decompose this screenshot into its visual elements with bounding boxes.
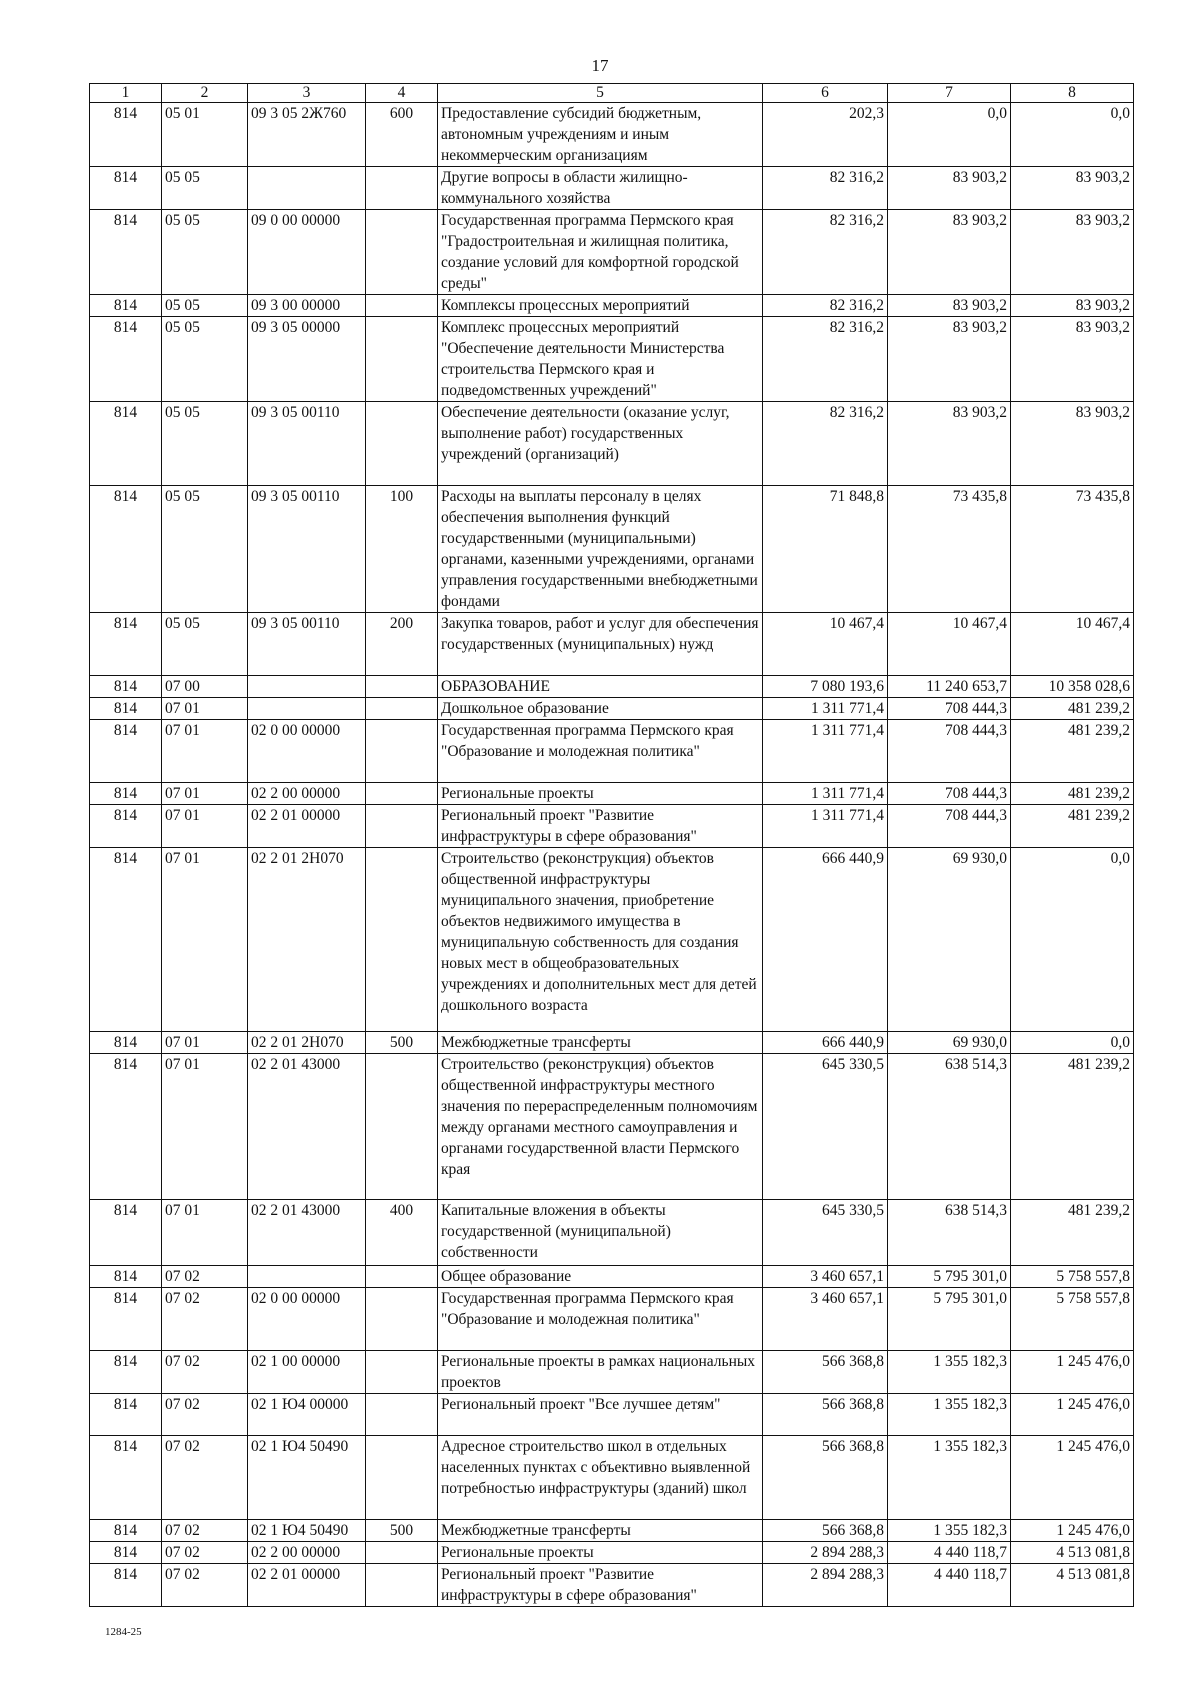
- section-code-cell: 07 01: [162, 1054, 248, 1200]
- target-article-cell: 02 2 01 00000: [248, 1564, 366, 1607]
- table-row: [90, 1200, 1134, 1266]
- description-cell: Строительство (реконструкция) объектов общественной инфраструктуры муниципального значения, приобретение объектов недвижимого имущества в муниципальную собственность для создания новых мест в общеобразовательных учреждениях и дополнительных мест для детей дошкольного возраста: [438, 848, 763, 1032]
- target-article-cell: 09 3 05 00110: [248, 613, 366, 676]
- description-cell: Другие вопросы в области жилищно-коммунального хозяйства: [438, 167, 763, 210]
- amount-col8-cell: 83 903,2: [1011, 317, 1134, 402]
- column-header: 7: [888, 84, 1011, 103]
- target-article-cell: 09 3 05 00000: [248, 317, 366, 402]
- amount-col7-cell: 83 903,2: [888, 402, 1011, 486]
- table-row: [90, 1032, 1134, 1054]
- amount-col7-cell: 0,0: [888, 103, 1011, 167]
- amount-col7-cell: 10 467,4: [888, 613, 1011, 676]
- column-header: 5: [438, 84, 763, 103]
- table-row: [90, 1054, 1134, 1200]
- description-cell: Адресное строительство школ в отдельных населенных пунктах с объективно выявленной потребностью инфраструктуры (зданий) школ: [438, 1436, 763, 1520]
- expense-type-cell: [366, 698, 438, 720]
- table-row: [90, 1266, 1134, 1288]
- target-article-cell: 09 3 00 00000: [248, 295, 366, 317]
- ministry-code-cell: 814: [90, 783, 162, 805]
- description-cell: Государственная программа Пермского края "Образование и молодежная политика": [438, 1288, 763, 1351]
- amount-col6-cell: 566 368,8: [763, 1394, 888, 1436]
- section-code-cell: 07 02: [162, 1542, 248, 1564]
- table-row: [90, 676, 1134, 698]
- description-cell: Общее образование: [438, 1266, 763, 1288]
- description-cell: Капитальные вложения в объекты государственной (муниципальной) собственности: [438, 1200, 763, 1266]
- amount-col8-cell: 481 239,2: [1011, 805, 1134, 848]
- amount-col8-cell: 0,0: [1011, 103, 1134, 167]
- amount-col6-cell: 3 460 657,1: [763, 1266, 888, 1288]
- target-article-cell: 02 2 01 2Н070: [248, 848, 366, 1032]
- table-row: [90, 103, 1134, 167]
- ministry-code-cell: 814: [90, 720, 162, 783]
- target-article-cell: 02 1 Ю4 00000: [248, 1394, 366, 1436]
- ministry-code-cell: 814: [90, 698, 162, 720]
- section-code-cell: 07 00: [162, 676, 248, 698]
- amount-col6-cell: 666 440,9: [763, 848, 888, 1032]
- section-code-cell: 07 02: [162, 1288, 248, 1351]
- ministry-code-cell: 814: [90, 676, 162, 698]
- description-cell: Обеспечение деятельности (оказание услуг, выполнение работ) государственных учреждений (организаций): [438, 402, 763, 486]
- amount-col6-cell: 3 460 657,1: [763, 1288, 888, 1351]
- section-code-cell: 07 02: [162, 1351, 248, 1394]
- amount-col7-cell: 708 444,3: [888, 805, 1011, 848]
- expense-type-cell: [366, 210, 438, 295]
- table-row: [90, 698, 1134, 720]
- expense-type-cell: [366, 317, 438, 402]
- ministry-code-cell: 814: [90, 1032, 162, 1054]
- amount-col6-cell: 566 368,8: [763, 1436, 888, 1520]
- description-cell: Региональный проект "Все лучшее детям": [438, 1394, 763, 1436]
- amount-col8-cell: 5 758 557,8: [1011, 1288, 1134, 1351]
- section-code-cell: 05 05: [162, 402, 248, 486]
- amount-col8-cell: 4 513 081,8: [1011, 1542, 1134, 1564]
- amount-col8-cell: 481 239,2: [1011, 720, 1134, 783]
- table-body: [90, 103, 1134, 1607]
- section-code-cell: 05 05: [162, 613, 248, 676]
- section-code-cell: 07 01: [162, 720, 248, 783]
- section-code-cell: 07 01: [162, 698, 248, 720]
- table-row: [90, 486, 1134, 613]
- ministry-code-cell: 814: [90, 103, 162, 167]
- column-header: 6: [763, 84, 888, 103]
- expense-type-cell: 500: [366, 1032, 438, 1054]
- target-article-cell: 02 1 Ю4 50490: [248, 1520, 366, 1542]
- amount-col6-cell: 202,3: [763, 103, 888, 167]
- ministry-code-cell: 814: [90, 1288, 162, 1351]
- description-cell: Расходы на выплаты персоналу в целях обеспечения выполнения функций государственными (муниципальными) органами, казенными учреждениями, органами управления государственными внебюджетными фондами: [438, 486, 763, 613]
- amount-col6-cell: 645 330,5: [763, 1054, 888, 1200]
- ministry-code-cell: 814: [90, 1542, 162, 1564]
- expense-type-cell: 500: [366, 1520, 438, 1542]
- target-article-cell: 02 0 00 00000: [248, 1288, 366, 1351]
- expense-type-cell: [366, 1351, 438, 1394]
- expense-type-cell: [366, 1054, 438, 1200]
- budget-table: [89, 83, 1134, 1607]
- target-article-cell: 09 3 05 2Ж760: [248, 103, 366, 167]
- amount-col7-cell: 69 930,0: [888, 1032, 1011, 1054]
- amount-col8-cell: 83 903,2: [1011, 210, 1134, 295]
- amount-col7-cell: 708 444,3: [888, 720, 1011, 783]
- table-row: [90, 805, 1134, 848]
- section-code-cell: 07 01: [162, 783, 248, 805]
- description-cell: Региональные проекты в рамках национальных проектов: [438, 1351, 763, 1394]
- amount-col6-cell: 1 311 771,4: [763, 698, 888, 720]
- amount-col8-cell: 10 358 028,6: [1011, 676, 1134, 698]
- ministry-code-cell: 814: [90, 805, 162, 848]
- amount-col7-cell: 83 903,2: [888, 295, 1011, 317]
- amount-col6-cell: 82 316,2: [763, 210, 888, 295]
- table-row: [90, 1520, 1134, 1542]
- ministry-code-cell: 814: [90, 402, 162, 486]
- amount-col6-cell: 1 311 771,4: [763, 720, 888, 783]
- amount-col8-cell: 1 245 476,0: [1011, 1394, 1134, 1436]
- target-article-cell: 09 3 05 00110: [248, 486, 366, 613]
- column-number-row: [90, 84, 1134, 103]
- amount-col7-cell: 73 435,8: [888, 486, 1011, 613]
- target-article-cell: [248, 676, 366, 698]
- amount-col7-cell: 4 440 118,7: [888, 1564, 1011, 1607]
- amount-col6-cell: 566 368,8: [763, 1351, 888, 1394]
- target-article-cell: [248, 167, 366, 210]
- amount-col6-cell: 82 316,2: [763, 317, 888, 402]
- amount-col7-cell: 1 355 182,3: [888, 1394, 1011, 1436]
- amount-col7-cell: 1 355 182,3: [888, 1436, 1011, 1520]
- section-code-cell: 05 05: [162, 295, 248, 317]
- amount-col8-cell: 5 758 557,8: [1011, 1266, 1134, 1288]
- amount-col7-cell: 708 444,3: [888, 783, 1011, 805]
- ministry-code-cell: 814: [90, 1564, 162, 1607]
- amount-col8-cell: 481 239,2: [1011, 698, 1134, 720]
- expense-type-cell: [366, 1266, 438, 1288]
- expense-type-cell: 200: [366, 613, 438, 676]
- section-code-cell: 05 05: [162, 486, 248, 613]
- description-cell: Закупка товаров, работ и услуг для обеспечения государственных (муниципальных) нужд: [438, 613, 763, 676]
- column-header: 3: [248, 84, 366, 103]
- amount-col6-cell: 82 316,2: [763, 402, 888, 486]
- expense-type-cell: [366, 1542, 438, 1564]
- expense-type-cell: [366, 402, 438, 486]
- table-row: [90, 613, 1134, 676]
- target-article-cell: 02 1 Ю4 50490: [248, 1436, 366, 1520]
- ministry-code-cell: 814: [90, 1200, 162, 1266]
- expense-type-cell: [366, 676, 438, 698]
- amount-col8-cell: 83 903,2: [1011, 295, 1134, 317]
- document-code: 1284-25: [105, 1626, 142, 1638]
- description-cell: Строительство (реконструкция) объектов общественной инфраструктуры местного значения по перераспределенным полномочиям между органами местного самоуправления и органами государственной власти Пермского края: [438, 1054, 763, 1200]
- amount-col8-cell: 0,0: [1011, 848, 1134, 1032]
- table-row: [90, 1351, 1134, 1394]
- amount-col8-cell: 481 239,2: [1011, 1054, 1134, 1200]
- amount-col8-cell: 0,0: [1011, 1032, 1134, 1054]
- description-cell: Комплекс процессных мероприятий "Обеспечение деятельности Министерства строительства Пермского края и подведомственных учреждений": [438, 317, 763, 402]
- amount-col7-cell: 83 903,2: [888, 210, 1011, 295]
- target-article-cell: 02 2 01 2Н070: [248, 1032, 366, 1054]
- description-cell: Дошкольное образование: [438, 698, 763, 720]
- description-cell: Государственная программа Пермского края "Образование и молодежная политика": [438, 720, 763, 783]
- page-number: 17: [591, 56, 609, 75]
- table-row: [90, 1288, 1134, 1351]
- ministry-code-cell: 814: [90, 1054, 162, 1200]
- amount-col8-cell: 73 435,8: [1011, 486, 1134, 613]
- column-header: 1: [90, 84, 162, 103]
- amount-col7-cell: 69 930,0: [888, 848, 1011, 1032]
- amount-col8-cell: 4 513 081,8: [1011, 1564, 1134, 1607]
- ministry-code-cell: 814: [90, 1520, 162, 1542]
- target-article-cell: 02 2 01 00000: [248, 805, 366, 848]
- description-cell: Межбюджетные трансферты: [438, 1032, 763, 1054]
- description-cell: Региональные проекты: [438, 783, 763, 805]
- description-cell: Региональные проекты: [438, 1542, 763, 1564]
- table-row: [90, 1436, 1134, 1520]
- amount-col7-cell: 11 240 653,7: [888, 676, 1011, 698]
- table-row: [90, 1542, 1134, 1564]
- column-header: 2: [162, 84, 248, 103]
- description-cell: Предоставление субсидий бюджетным, автономным учреждениям и иным некоммерческим организациям: [438, 103, 763, 167]
- amount-col8-cell: 83 903,2: [1011, 167, 1134, 210]
- amount-col8-cell: 481 239,2: [1011, 1200, 1134, 1266]
- amount-col7-cell: 1 355 182,3: [888, 1351, 1011, 1394]
- expense-type-cell: 400: [366, 1200, 438, 1266]
- amount-col8-cell: 481 239,2: [1011, 783, 1134, 805]
- section-code-cell: 07 02: [162, 1266, 248, 1288]
- column-header: 8: [1011, 84, 1134, 103]
- target-article-cell: 02 1 00 00000: [248, 1351, 366, 1394]
- table-row: [90, 317, 1134, 402]
- amount-col7-cell: 83 903,2: [888, 317, 1011, 402]
- section-code-cell: 07 02: [162, 1564, 248, 1607]
- column-header: 4: [366, 84, 438, 103]
- amount-col7-cell: 5 795 301,0: [888, 1288, 1011, 1351]
- amount-col6-cell: 2 894 288,3: [763, 1564, 888, 1607]
- amount-col7-cell: 638 514,3: [888, 1054, 1011, 1200]
- expense-type-cell: [366, 167, 438, 210]
- target-article-cell: [248, 698, 366, 720]
- table-row: [90, 1394, 1134, 1436]
- table-row: [90, 402, 1134, 486]
- table-row: [90, 1564, 1134, 1607]
- amount-col8-cell: 1 245 476,0: [1011, 1520, 1134, 1542]
- ministry-code-cell: 814: [90, 1436, 162, 1520]
- description-cell: Региональный проект "Развитие инфраструктуры в сфере образования": [438, 805, 763, 848]
- table-row: [90, 783, 1134, 805]
- description-cell: ОБРАЗОВАНИЕ: [438, 676, 763, 698]
- ministry-code-cell: 814: [90, 167, 162, 210]
- amount-col7-cell: 5 795 301,0: [888, 1266, 1011, 1288]
- expense-type-cell: [366, 720, 438, 783]
- target-article-cell: 02 2 01 43000: [248, 1200, 366, 1266]
- section-code-cell: 07 02: [162, 1436, 248, 1520]
- amount-col8-cell: 10 467,4: [1011, 613, 1134, 676]
- expense-type-cell: [366, 1436, 438, 1520]
- table-row: [90, 167, 1134, 210]
- ministry-code-cell: 814: [90, 613, 162, 676]
- ministry-code-cell: 814: [90, 295, 162, 317]
- amount-col6-cell: 1 311 771,4: [763, 783, 888, 805]
- section-code-cell: 05 05: [162, 210, 248, 295]
- amount-col7-cell: 708 444,3: [888, 698, 1011, 720]
- target-article-cell: 02 2 00 00000: [248, 1542, 366, 1564]
- ministry-code-cell: 814: [90, 848, 162, 1032]
- table-row: [90, 848, 1134, 1032]
- section-code-cell: 07 01: [162, 1032, 248, 1054]
- amount-col8-cell: 1 245 476,0: [1011, 1351, 1134, 1394]
- amount-col6-cell: 566 368,8: [763, 1520, 888, 1542]
- amount-col6-cell: 82 316,2: [763, 295, 888, 317]
- description-cell: Комплексы процессных мероприятий: [438, 295, 763, 317]
- amount-col8-cell: 83 903,2: [1011, 402, 1134, 486]
- expense-type-cell: [366, 1564, 438, 1607]
- target-article-cell: 02 2 01 43000: [248, 1054, 366, 1200]
- expense-type-cell: [366, 295, 438, 317]
- target-article-cell: 09 3 05 00110: [248, 402, 366, 486]
- target-article-cell: [248, 1266, 366, 1288]
- expense-type-cell: [366, 848, 438, 1032]
- ministry-code-cell: 814: [90, 1394, 162, 1436]
- table-row: [90, 720, 1134, 783]
- ministry-code-cell: 814: [90, 210, 162, 295]
- amount-col6-cell: 1 311 771,4: [763, 805, 888, 848]
- section-code-cell: 05 01: [162, 103, 248, 167]
- table-row: [90, 210, 1134, 295]
- amount-col7-cell: 1 355 182,3: [888, 1520, 1011, 1542]
- amount-col6-cell: 10 467,4: [763, 613, 888, 676]
- section-code-cell: 07 01: [162, 805, 248, 848]
- target-article-cell: 09 0 00 00000: [248, 210, 366, 295]
- amount-col6-cell: 71 848,8: [763, 486, 888, 613]
- section-code-cell: 07 02: [162, 1520, 248, 1542]
- expense-type-cell: 600: [366, 103, 438, 167]
- description-cell: Межбюджетные трансферты: [438, 1520, 763, 1542]
- expense-type-cell: 100: [366, 486, 438, 613]
- expense-type-cell: [366, 783, 438, 805]
- amount-col7-cell: 83 903,2: [888, 167, 1011, 210]
- section-code-cell: 05 05: [162, 167, 248, 210]
- amount-col8-cell: 1 245 476,0: [1011, 1436, 1134, 1520]
- amount-col6-cell: 666 440,9: [763, 1032, 888, 1054]
- amount-col6-cell: 7 080 193,6: [763, 676, 888, 698]
- section-code-cell: 07 01: [162, 848, 248, 1032]
- section-code-cell: 07 02: [162, 1394, 248, 1436]
- amount-col6-cell: 645 330,5: [763, 1200, 888, 1266]
- ministry-code-cell: 814: [90, 486, 162, 613]
- ministry-code-cell: 814: [90, 1266, 162, 1288]
- amount-col6-cell: 2 894 288,3: [763, 1542, 888, 1564]
- table-row: [90, 295, 1134, 317]
- expense-type-cell: [366, 1288, 438, 1351]
- amount-col7-cell: 4 440 118,7: [888, 1542, 1011, 1564]
- expense-type-cell: [366, 1394, 438, 1436]
- description-cell: Государственная программа Пермского края "Градостроительная и жилищная политика, создание условий для комфортной городской среды": [438, 210, 763, 295]
- target-article-cell: 02 0 00 00000: [248, 720, 366, 783]
- ministry-code-cell: 814: [90, 317, 162, 402]
- section-code-cell: 05 05: [162, 317, 248, 402]
- ministry-code-cell: 814: [90, 1351, 162, 1394]
- amount-col6-cell: 82 316,2: [763, 167, 888, 210]
- expense-type-cell: [366, 805, 438, 848]
- amount-col7-cell: 638 514,3: [888, 1200, 1011, 1266]
- target-article-cell: 02 2 00 00000: [248, 783, 366, 805]
- description-cell: Региональный проект "Развитие инфраструктуры в сфере образования": [438, 1564, 763, 1607]
- section-code-cell: 07 01: [162, 1200, 248, 1266]
